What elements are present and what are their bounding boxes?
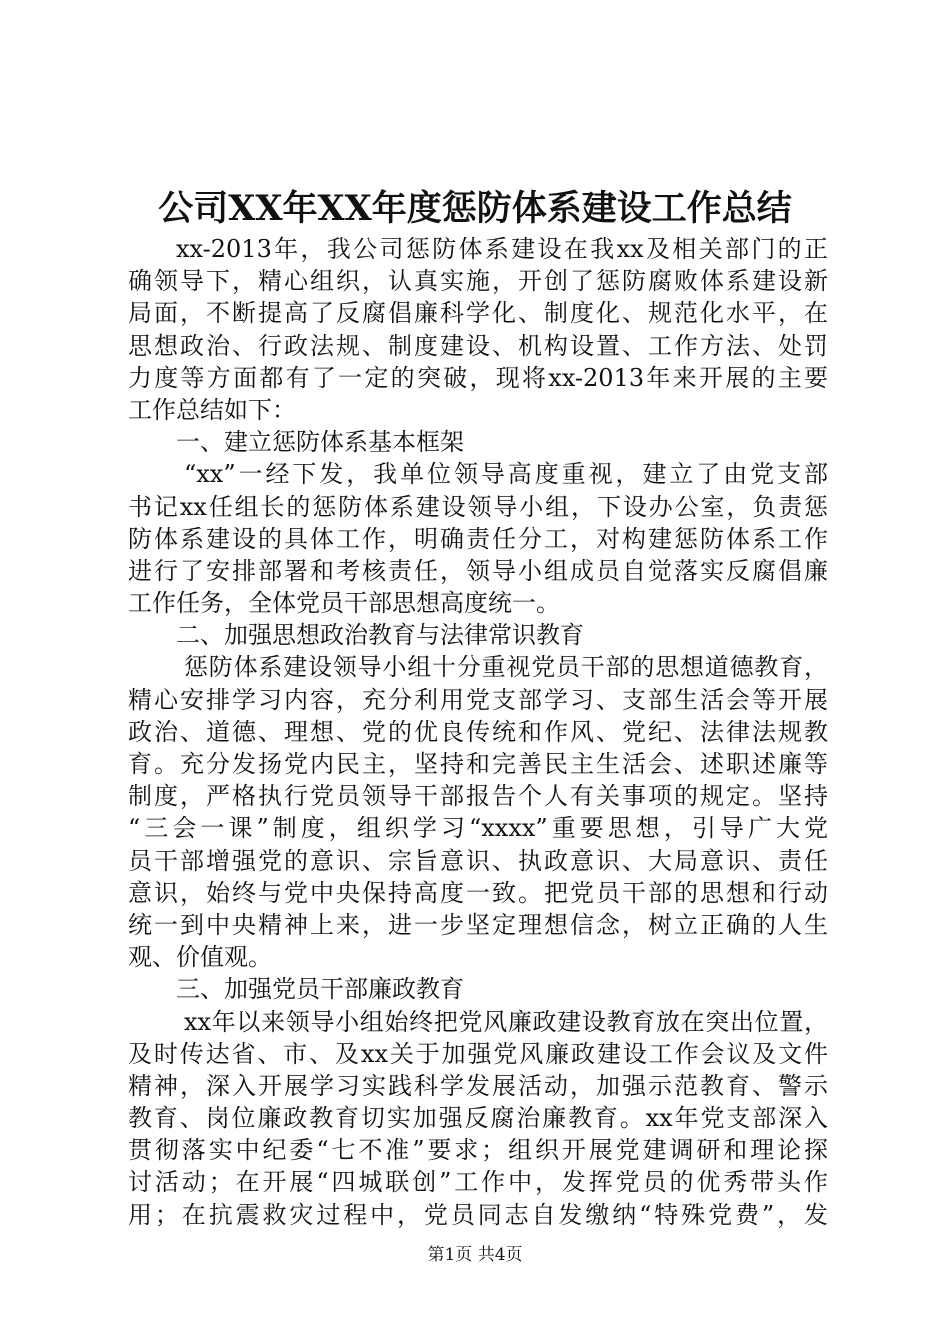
text-line: 书记xx任组长的惩防体系建设领导小组，下设办公室，负责惩	[128, 492, 828, 521]
text-line: 力度等方面都有了一定的突破，现将xx-2013年来开展的主要	[128, 363, 828, 392]
section-heading: 一、建立惩防体系基本框架	[176, 428, 464, 457]
section-heading: 三、加强党员干部廉政教育	[176, 975, 464, 1004]
text-line: “xx”一经下发，我单位领导高度重视，建立了由党支部	[184, 460, 828, 489]
section-heading: 二、加强思想政治教育与法律常识教育	[176, 621, 584, 650]
text-line: 员干部增强党的意识、宗旨意识、执政意识、大局意识、责任	[128, 846, 828, 875]
text-line: 及时传达省、市、及xx关于加强党风廉政建设工作会议及文件	[128, 1039, 828, 1068]
text-line: 制度，严格执行党员领导干部报告个人有关事项的规定。坚持	[128, 782, 828, 811]
text-line: 精心安排学习内容，充分利用党支部学习、支部生活会等开展	[128, 685, 828, 714]
text-line: 工作任务，全体党员干部思想高度统一。	[128, 589, 560, 618]
text-line: 工作总结如下：	[128, 395, 296, 424]
text-line: xx年以来领导小组始终把党风廉政建设教育放在突出位置，	[184, 1007, 828, 1036]
text-line: 统一到中央精神上来，进一步坚定理想信念，树立正确的人生	[128, 910, 828, 939]
page-number: 第1页 共4页	[427, 1245, 523, 1265]
text-line: 惩防体系建设领导小组十分重视党员干部的思想道德教育，	[184, 653, 828, 682]
text-line: 贯彻落实中纪委“七不准”要求；组织开展党建调研和理论探	[128, 1136, 828, 1165]
text-line: 用；在抗震救灾过程中，党员同志自发缴纳“特殊党费”，发	[128, 1200, 828, 1229]
text-line: 局面，不断提高了反腐倡廉科学化、制度化、规范化水平，在	[128, 299, 828, 328]
text-line: xx-2013年，我公司惩防体系建设在我xx及相关部门的正	[176, 235, 828, 263]
text-line: 育。充分发扬党内民主，坚持和完善民主生活会、述职述廉等	[128, 750, 828, 778]
text-line: 确领导下，精心组织，认真实施，开创了惩防腐败体系建设新	[128, 267, 828, 296]
text-line: 讨活动；在开展“四城联创”工作中，发挥党员的优秀带头作	[128, 1168, 828, 1197]
text-line: 观、价值观。	[128, 943, 272, 972]
document-title: 公司XX年XX年度惩防体系建设工作总结	[158, 188, 792, 229]
document-body	[128, 233, 828, 1231]
text-line: 意识，始终与党中央保持高度一致。把党员干部的思想和行动	[128, 878, 828, 907]
text-line: 精神，深入开展学习实践科学发展活动，加强示范教育、警示	[128, 1071, 828, 1100]
text-line: 政治、道德、理想、党的优良传统和作风、党纪、法律法规教	[128, 717, 828, 746]
text-line: 思想政治、行政法规、制度建设、机构设置、工作方法、处罚	[128, 331, 828, 360]
text-line: 教育、岗位廉政教育切实加强反腐治廉教育。xx年党支部深入	[128, 1104, 828, 1133]
text-line: 进行了安排部署和考核责任，领导小组成员自觉落实反腐倡廉	[128, 556, 828, 585]
text-line: “三会一课”制度，组织学习“xxxx”重要思想，引导广大党	[128, 814, 828, 843]
text-line: 防体系建设的具体工作，明确责任分工，对构建惩防体系工作	[128, 524, 828, 553]
